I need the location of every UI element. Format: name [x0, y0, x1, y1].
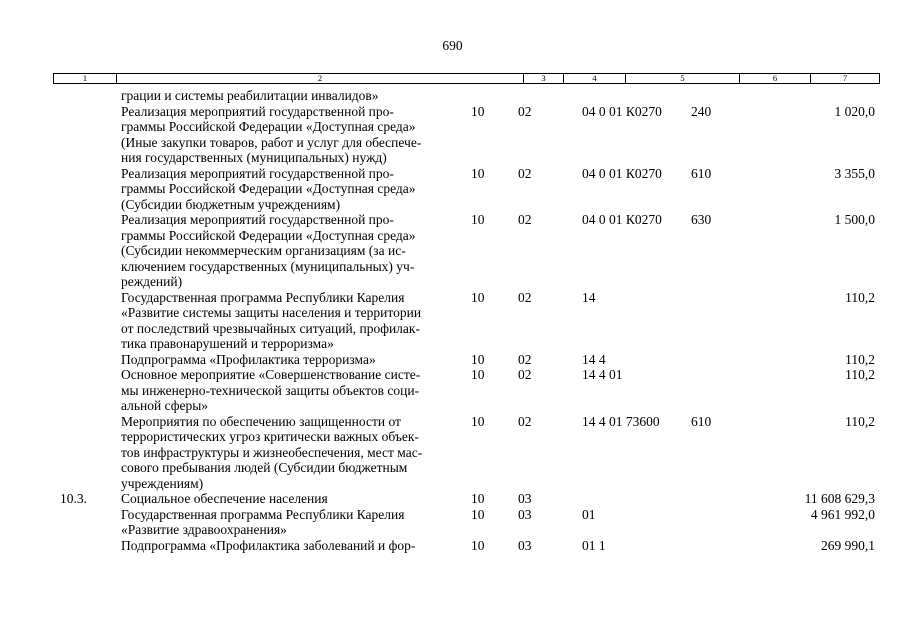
description-line: тов инфраструктуры и жизнеобеспечения, мест мас- — [121, 444, 423, 460]
description-line: Основное мероприятие «Совершенствование систе- — [121, 367, 421, 382]
target-article-code: 04 0 01 К0270 — [582, 165, 662, 181]
description-line: Подпрограмма «Профилактика терроризма» — [121, 351, 376, 367]
description-line: от последствий чрезвычайных ситуаций, профилак- — [121, 320, 420, 336]
column-number-6: 6 — [772, 73, 778, 83]
description-line: (Иные закупки товаров, работ и услуг для обеспече- — [121, 134, 422, 150]
amount: 110,2 — [845, 351, 875, 367]
table-row — [0, 367, 905, 414]
expense-type-code: 240 — [691, 103, 712, 119]
table-row — [0, 212, 905, 290]
table-row — [0, 538, 905, 554]
amount: 1 500,0 — [834, 212, 875, 227]
row-description — [121, 290, 456, 352]
amount: 3 355,0 — [834, 165, 875, 181]
description-line: террористических угроз критически важных объек- — [121, 429, 419, 444]
column-number-7: 7 — [842, 73, 848, 83]
target-article-code: 04 0 01 К0270 — [582, 212, 662, 227]
description-line: ключением государственных (муниципальных) уч- — [121, 258, 415, 274]
description-line: Государственная программа Республики Карелия — [121, 289, 405, 305]
target-article-code: 01 — [582, 506, 596, 522]
section-code: 10 — [471, 413, 485, 429]
amount: 110,2 — [845, 367, 875, 382]
row-number: 10.3. — [60, 491, 87, 506]
amount: 110,2 — [845, 289, 875, 305]
description-line: тика правонарушений и терроризма» — [121, 336, 334, 351]
expense-type-code: 610 — [691, 413, 712, 429]
description-line: (Субсидии некоммерческим организациям (за ис- — [121, 243, 406, 258]
description-line: Подпрограмма «Профилактика заболеваний и фор- — [121, 537, 416, 553]
table-row — [0, 352, 905, 368]
subsection-code: 02 — [518, 165, 532, 181]
row-description — [121, 414, 456, 492]
target-article-code: 14 4 — [582, 351, 606, 367]
table-row — [0, 414, 905, 492]
table-row — [0, 166, 905, 213]
description-line: граммы Российской Федерации «Доступная среда» — [121, 181, 416, 196]
description-line: грации и системы реабилитации инвалидов» — [121, 88, 379, 103]
column-number-3: 3 — [541, 73, 546, 83]
table-row — [0, 507, 905, 538]
description-line: реждений) — [121, 274, 183, 289]
subsection-code: 03 — [518, 506, 532, 522]
description-line: Реализация мероприятий государственной про- — [121, 165, 394, 181]
target-article-code: 14 — [582, 289, 596, 305]
column-number-4: 4 — [592, 73, 597, 83]
description-line: граммы Российской Федерации «Доступная среда» — [121, 119, 416, 134]
subsection-code: 02 — [518, 351, 532, 367]
description-line: мы инженерно-технической защиты объектов соци- — [121, 382, 420, 398]
row-description — [121, 166, 456, 213]
column-number-2: 2 — [317, 73, 323, 83]
subsection-code: 03 — [518, 537, 532, 553]
column-number-5: 5 — [680, 73, 685, 83]
row-description — [121, 88, 456, 104]
table-row — [0, 491, 905, 507]
description-line: учреждениям) — [121, 475, 204, 491]
description-line: Государственная программа Республики Карелия — [121, 506, 405, 522]
amount: 4 961 992,0 — [810, 506, 875, 522]
target-article-code: 14 4 01 73600 — [582, 413, 660, 429]
row-description — [121, 104, 456, 166]
row-description — [121, 352, 456, 368]
description-line: (Субсидии бюджетным учреждениям) — [121, 196, 341, 212]
amount: 110,2 — [845, 413, 875, 429]
description-line: Реализация мероприятий государственной про- — [121, 103, 394, 119]
row-description — [121, 507, 456, 538]
section-code: 10 — [471, 351, 485, 367]
column-number-1: 1 — [82, 73, 88, 83]
row-description — [121, 367, 456, 414]
amount: 269 990,1 — [821, 537, 875, 553]
target-article-code: 14 4 01 — [582, 367, 623, 382]
description-line: «Развитие системы защиты населения и территории — [121, 305, 422, 320]
section-code: 10 — [471, 165, 485, 181]
subsection-code: 02 — [518, 367, 532, 382]
page-number: 690 — [442, 38, 463, 53]
table-body — [0, 88, 905, 553]
subsection-code: 02 — [518, 413, 532, 429]
subsection-code: 02 — [518, 212, 532, 227]
row-description — [121, 491, 456, 507]
subsection-code: 03 — [518, 491, 532, 506]
expense-type-code: 630 — [691, 212, 712, 227]
amount: 1 020,0 — [834, 103, 875, 119]
description-line: Реализация мероприятий государственной про- — [121, 212, 394, 227]
table-row — [0, 290, 905, 352]
table-row — [0, 104, 905, 166]
row-description — [121, 538, 456, 554]
description-line: сового пребывания людей (Субсидии бюджетным — [121, 460, 408, 475]
target-article-code: 04 0 01 К0270 — [582, 103, 662, 119]
description-line: граммы Российской Федерации «Доступная среда» — [121, 227, 416, 243]
subsection-code: 02 — [518, 103, 532, 119]
description-line: ния государственных (муниципальных) нужд) — [121, 150, 387, 165]
section-code: 10 — [471, 506, 485, 522]
subsection-code: 02 — [518, 289, 532, 305]
section-code: 10 — [471, 212, 485, 227]
row-description — [121, 212, 456, 290]
table-row — [0, 88, 905, 104]
target-article-code: 01 1 — [582, 537, 606, 553]
description-line: «Развитие здравоохранения» — [121, 522, 287, 537]
table-column-number-header — [53, 73, 880, 84]
section-code: 10 — [471, 103, 485, 119]
section-code: 10 — [471, 537, 485, 553]
expense-type-code: 610 — [691, 165, 712, 181]
amount: 11 608 629,3 — [804, 491, 875, 506]
section-code: 10 — [471, 367, 485, 382]
section-code: 10 — [471, 289, 485, 305]
description-line: Мероприятия по обеспечению защищенности от — [121, 413, 401, 429]
description-line: Социальное обеспечение населения — [121, 491, 328, 506]
description-line: альной сферы» — [121, 398, 209, 413]
section-code: 10 — [471, 491, 485, 506]
